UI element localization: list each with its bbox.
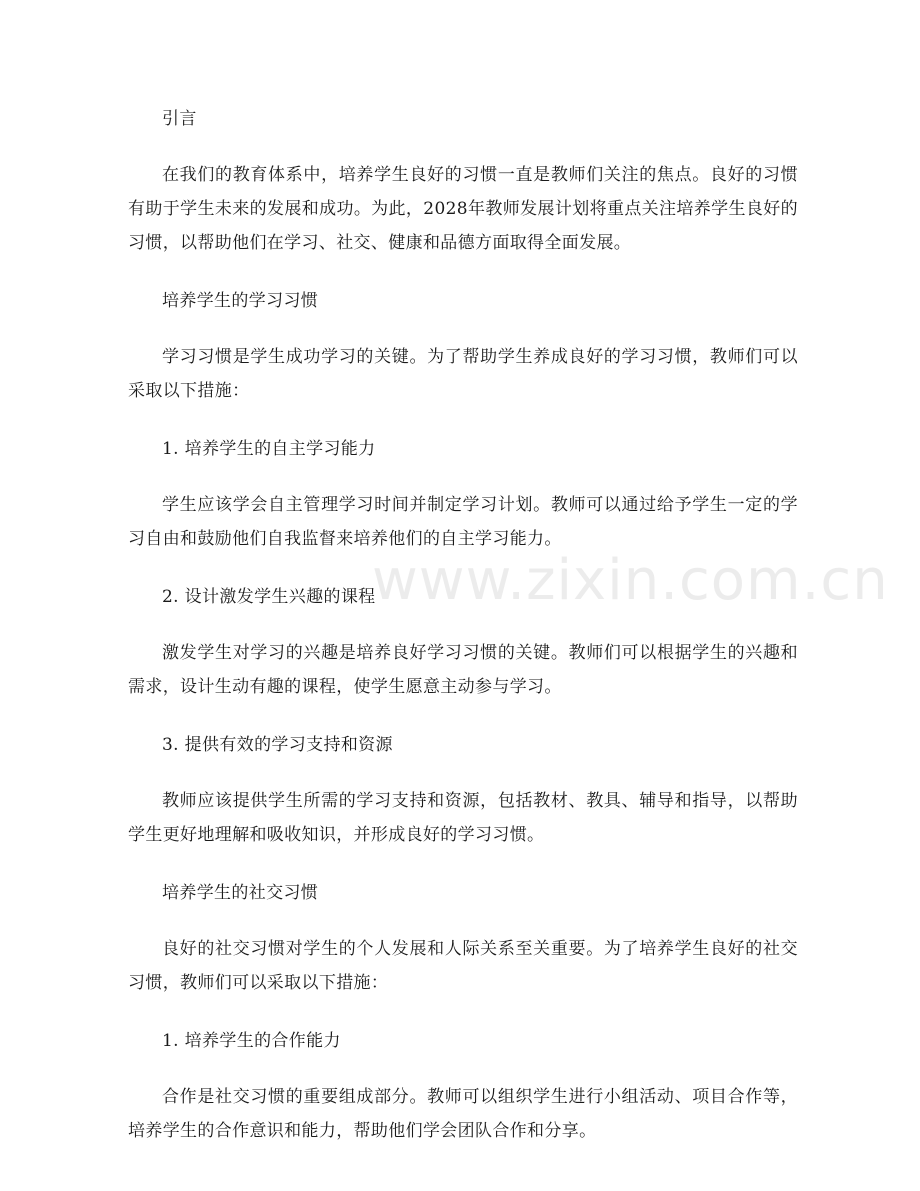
subheading-cooperation: 1. 培养学生的合作能力 [162, 1031, 341, 1051]
section-heading-intro: 引言 [162, 109, 197, 129]
watermark-text: www.zixin.com.cn [372, 548, 889, 613]
paragraph-interest-courses: 激发学生对学习的兴趣是培养良好学习习惯的关键。教师们可以根据学生的兴趣和需求，设计生动有趣的课程，使学生愿意主动参与学习。 [128, 643, 798, 697]
document-body [128, 102, 798, 1172]
paragraph-self-learning: 学生应该学会自主管理学习时间并制定学习计划。教师可以通过给予学生一定的学习自由和鼓励他们自我监督来培养他们的自主学习能力。 [128, 495, 798, 549]
paragraph-intro: 在我们的教育体系中，培养学生良好的习惯一直是教师们关注的焦点。良好的习惯有助于学生未来的发展和成功。为此，2028年教师发展计划将重点关注培养学生良好的习惯，以帮助他们在学习、社交、健康和品德方面取得全面发展。 [128, 165, 798, 253]
paragraph-study-habits: 学习习惯是学生成功学习的关键。为了帮助学生养成良好的学习习惯，教师们可以采取以下措施： [128, 347, 798, 401]
section-heading-social-habits: 培养学生的社交习惯 [162, 883, 319, 903]
subheading-learning-support: 3. 提供有效的学习支持和资源 [162, 735, 393, 755]
paragraph-learning-support: 教师应该提供学生所需的学习支持和资源，包括教材、教具、辅导和指导，以帮助学生更好地理解和吸收知识，并形成良好的学习习惯。 [128, 791, 798, 845]
section-heading-study-habits: 培养学生的学习习惯 [162, 291, 319, 311]
subheading-interest-courses: 2. 设计激发学生兴趣的课程 [162, 587, 376, 607]
subheading-self-learning: 1. 培养学生的自主学习能力 [162, 439, 376, 459]
paragraph-social-habits: 良好的社交习惯对学生的个人发展和人际关系至关重要。为了培养学生良好的社交习惯，教师们可以采取以下措施： [128, 939, 798, 993]
paragraph-cooperation: 合作是社交习惯的重要组成部分。教师可以组织学生进行小组活动、项目合作等，培养学生的合作意识和能力，帮助他们学会团队合作和分享。 [128, 1087, 798, 1141]
